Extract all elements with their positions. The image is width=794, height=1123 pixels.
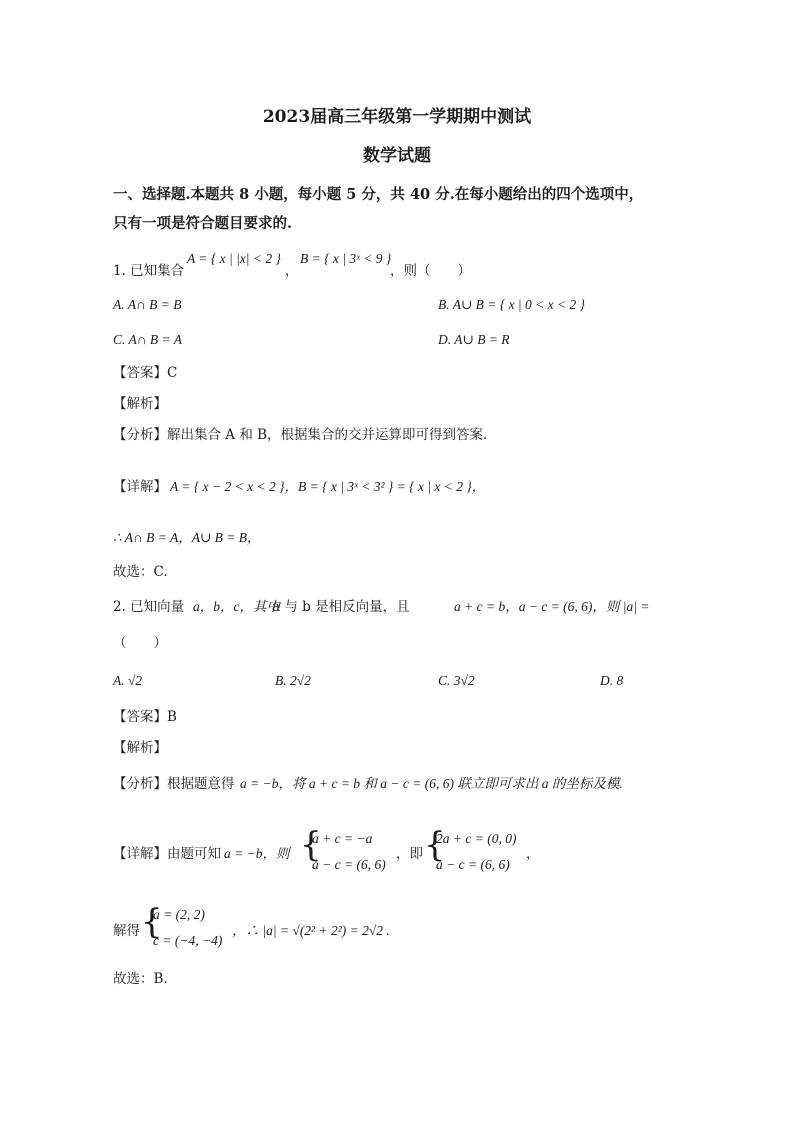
q1-fenxi: 【分析】解出集合 A 和 B，根据集合的交并运算即可得到答案． bbox=[113, 427, 497, 443]
q2-jiede-math: ，∴ |a| = √(2² + 2²) = 2√2 . bbox=[232, 923, 390, 938]
page-subtitle: 数学试题 bbox=[363, 146, 431, 166]
q2-jiede-label: 解得 bbox=[113, 923, 140, 939]
q2-option-d: D. 8 bbox=[600, 673, 624, 688]
q2-stem-prefix: 2. 已知向量 bbox=[113, 599, 185, 615]
q2-xiangjie-math1: a = −b，则 bbox=[224, 846, 290, 861]
q1-stem-prefix: 1. 已知集合 bbox=[113, 263, 185, 279]
q1-choice: 故选：C. bbox=[113, 564, 168, 580]
q2-fenxi-math: a = −b，将 a + c = b 和 a − c = (6, 6) 联立即可求出 a 的坐标及模. bbox=[240, 776, 623, 791]
q2-system3-top: a = (2, 2) bbox=[153, 907, 205, 922]
q2-answer: 【答案】B bbox=[113, 709, 177, 725]
q1-option-b: B. A∪ B = { x | 0 < x < 2 } bbox=[438, 297, 586, 312]
q2-stem-math: a + c = b，a − c = (6, 6)，则 |a| = bbox=[454, 599, 650, 614]
q2-xiangjie-label: 【详解】由题可知 bbox=[113, 846, 221, 862]
q2-system2-bottom: a − c = (6, 6) bbox=[436, 857, 510, 872]
page-title: 2023届高三年级第一学期期中测试 bbox=[262, 107, 532, 127]
q2-system2-top: 2a + c = (0, 0) bbox=[436, 831, 517, 846]
q1-xiangjie-math: A = { x − 2 < x < 2 }，B = { x | 3ˣ < 3² } = { x | x < 2 }， bbox=[170, 479, 486, 494]
q2-xiangjie-end: ， bbox=[526, 846, 540, 862]
q2-system1-bottom: a − c = (6, 6) bbox=[312, 857, 386, 872]
q1-comma: ， bbox=[285, 263, 299, 279]
q2-system3-bottom: c = (−4, −4) bbox=[153, 933, 223, 948]
q1-option-c: C. A∩ B = A bbox=[113, 332, 182, 347]
q2-system2-brace: { bbox=[424, 825, 446, 865]
q2-xiangjie-mid: ，即 bbox=[396, 846, 423, 862]
q2-fenxi-label: 【分析】根据题意得 bbox=[113, 776, 235, 792]
q2-analysis-label: 【解析】 bbox=[113, 740, 167, 756]
q1-stem-suffix: ，则（ ） bbox=[390, 263, 471, 279]
q1-analysis-label: 【解析】 bbox=[113, 396, 167, 412]
q2-stem-mid: a 与 b 是相反向量，且 bbox=[272, 599, 410, 615]
q1-therefore: ∴ A∩ B = A，A∪ B = B， bbox=[113, 530, 261, 545]
section-heading-line1: 一、选择题.本题共 8 小题，每小题 5 分，共 40 分.在每小题给出的四个选项中， bbox=[113, 186, 644, 203]
q2-option-a: A. √2 bbox=[113, 673, 143, 688]
q2-option-c: C. 3√2 bbox=[438, 673, 475, 688]
q1-xiangjie-label: 【详解】 bbox=[113, 479, 167, 495]
q1-option-d: D. A∪ B = R bbox=[438, 332, 510, 347]
q2-stem-vectors: a，b，c，其中 bbox=[193, 599, 280, 614]
q2-system1-brace: { bbox=[300, 825, 322, 865]
q1-set-a: A = { x | |x| < 2 } bbox=[187, 251, 281, 266]
q2-choice: 故选：B. bbox=[113, 971, 168, 987]
q2-system1-top: a + c = −a bbox=[312, 831, 373, 846]
q1-option-a: A. A∩ B = B bbox=[113, 297, 182, 312]
q1-set-b: B = { x | 3ˣ < 9 } bbox=[300, 251, 392, 266]
q2-option-b: B. 2√2 bbox=[275, 673, 311, 688]
q2-system3-brace: { bbox=[141, 902, 163, 942]
q2-paren: （ ） bbox=[113, 635, 167, 651]
section-heading-line2: 只有一项是符合题目要求的. bbox=[113, 215, 293, 232]
q1-answer: 【答案】C bbox=[113, 365, 178, 381]
